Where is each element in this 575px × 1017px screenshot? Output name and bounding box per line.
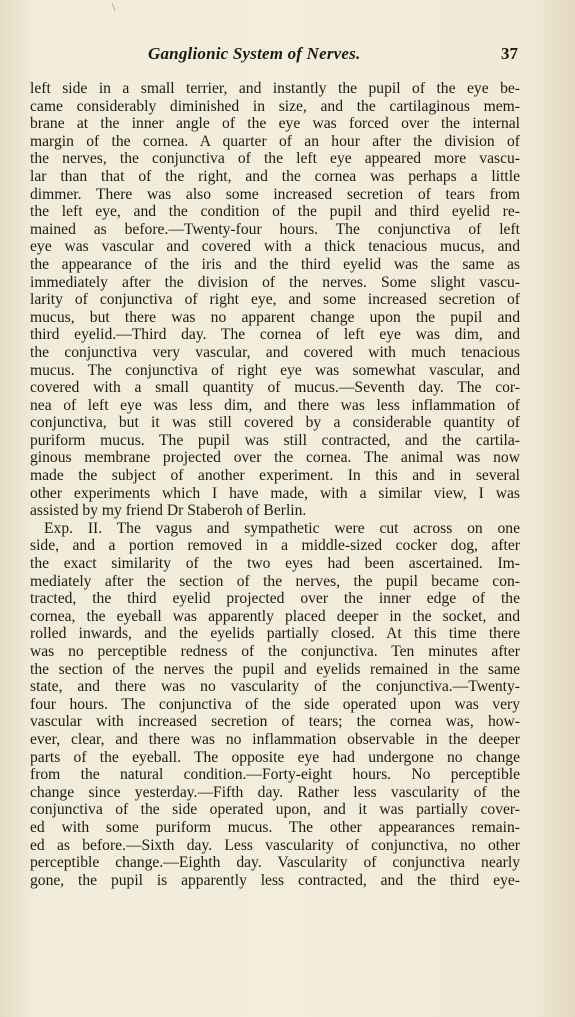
body-text [30,80,520,889]
text-line: perceptible change.—Eighth day. Vascularity of conjunctiva nearly [30,854,520,872]
text-line: margin of the cornea. A quarter of an hour after the division of [30,132,520,150]
text-line: larity of conjunctiva of right eye, and some increased secretion of [30,291,520,309]
running-title: Ganglionic System of Nerves. [148,44,361,63]
text-line: the left eye, and the condition of the pupil and third eyelid re- [30,203,520,221]
text-line: ed as before.—Sixth day. Less vascularity of conjunctiva, no other [30,836,520,854]
text-line: mained as before.—Twenty-four hours. The conjunctiva of left [30,220,520,238]
text-line: conjunctiva, but it was still covered by a considerable quantity of [30,414,520,432]
text-line: the conjunctiva very vascular, and covered with much tenacious [30,343,520,361]
text-line: the appearance of the iris and the third eyelid was the same as [30,255,520,273]
text-line: was no perceptible redness of the conjunctiva. Ten minutes after [30,643,520,660]
text-line: parts of the eyeball. The opposite eye had undergone no change [30,748,520,766]
text-line: state, and there was no vascularity of the conjunctiva.—Twenty- [30,678,520,696]
text-line: assisted by my friend Dr Staberoh of Berlin. [30,502,307,520]
page-number: 37 [501,44,518,63]
text-line: covered with a small quantity of mucus.—Seventh day. The cor- [30,379,520,397]
text-line: dimmer. There was also some increased secretion of tears from [30,185,520,203]
text-line: cornea, the eyeball was apparently placed deeper in the socket, and [30,607,520,625]
text-line: ed with some puriform mucus. The other appearances remain- [30,818,520,836]
text-line: ever, clear, and there was no inflammation observable in the deeper [30,730,520,748]
text-line: the exact similarity of the two eyes had been ascertained. Im- [30,555,520,573]
text-line: third eyelid.—Third day. The cornea of left eye was dim, and [30,326,520,344]
text-line: made the subject of another experiment. In this and in several [30,467,520,485]
page-blemish: \ [112,0,116,14]
text-line: mucus. The conjunctiva of right eye was somewhat vascular, and [30,361,520,379]
text-line: four hours. The conjunctiva of the side operated upon was very [30,695,520,713]
text-line: tracted, the third eyelid projected over the inner edge of the [30,590,520,608]
text-line: nea of left eye was less dim, and there was less inflammation of [30,396,520,414]
text-line: ginous membrane projected over the cornea. The animal was now [30,449,520,467]
text-line: the section of the nerves the pupil and eyelids remained in the same [30,660,520,678]
text-line: from the natural condition.—Forty-eight hours. No perceptible [30,766,520,784]
text-line: brane at the inner angle of the eye was forced over the internal [30,115,520,133]
text-line: change since yesterday.—Fifth day. Rather less vascularity of the [30,783,520,801]
text-line: other experiments which I have made, with a similar view, I was [30,484,520,502]
text-line: eye was vascular and covered with a thick tenacious mucus, and [30,238,520,256]
text-line: Exp. II. The vagus and sympathetic were cut across on one [44,519,520,537]
running-head [148,44,518,66]
text-line: puriform mucus. The pupil was still contracted, and the cartila- [30,431,520,449]
text-line: gone, the pupil is apparently less contracted, and the third eye- [30,871,520,889]
text-line: left side in a small terrier, and instantly the pupil of the eye be- [30,80,520,97]
text-line: lar than that of the right, and the cornea was perhaps a little [30,167,520,185]
text-line: conjunctiva of the side operated upon, and it was partially cover- [30,801,520,819]
text-line: vascular with increased secretion of tears; the cornea was, how- [30,713,520,731]
text-line: side, and a portion removed in a middle-sized cocker dog, after [30,537,520,555]
text-line: the nerves, the conjunctiva of the left eye appeared more vascu- [30,150,520,168]
text-line: came considerably diminished in size, and the cartilaginous mem- [30,97,520,115]
text-line: immediately after the division of the nerves. Some slight vascu- [30,273,520,291]
text-line: rolled inwards, and the eyelids partially closed. At this time there [30,625,520,643]
text-line: mediately after the section of the nerves, the pupil became con- [30,572,520,590]
text-line: mucus, but there was no apparent change upon the pupil and [30,308,520,326]
